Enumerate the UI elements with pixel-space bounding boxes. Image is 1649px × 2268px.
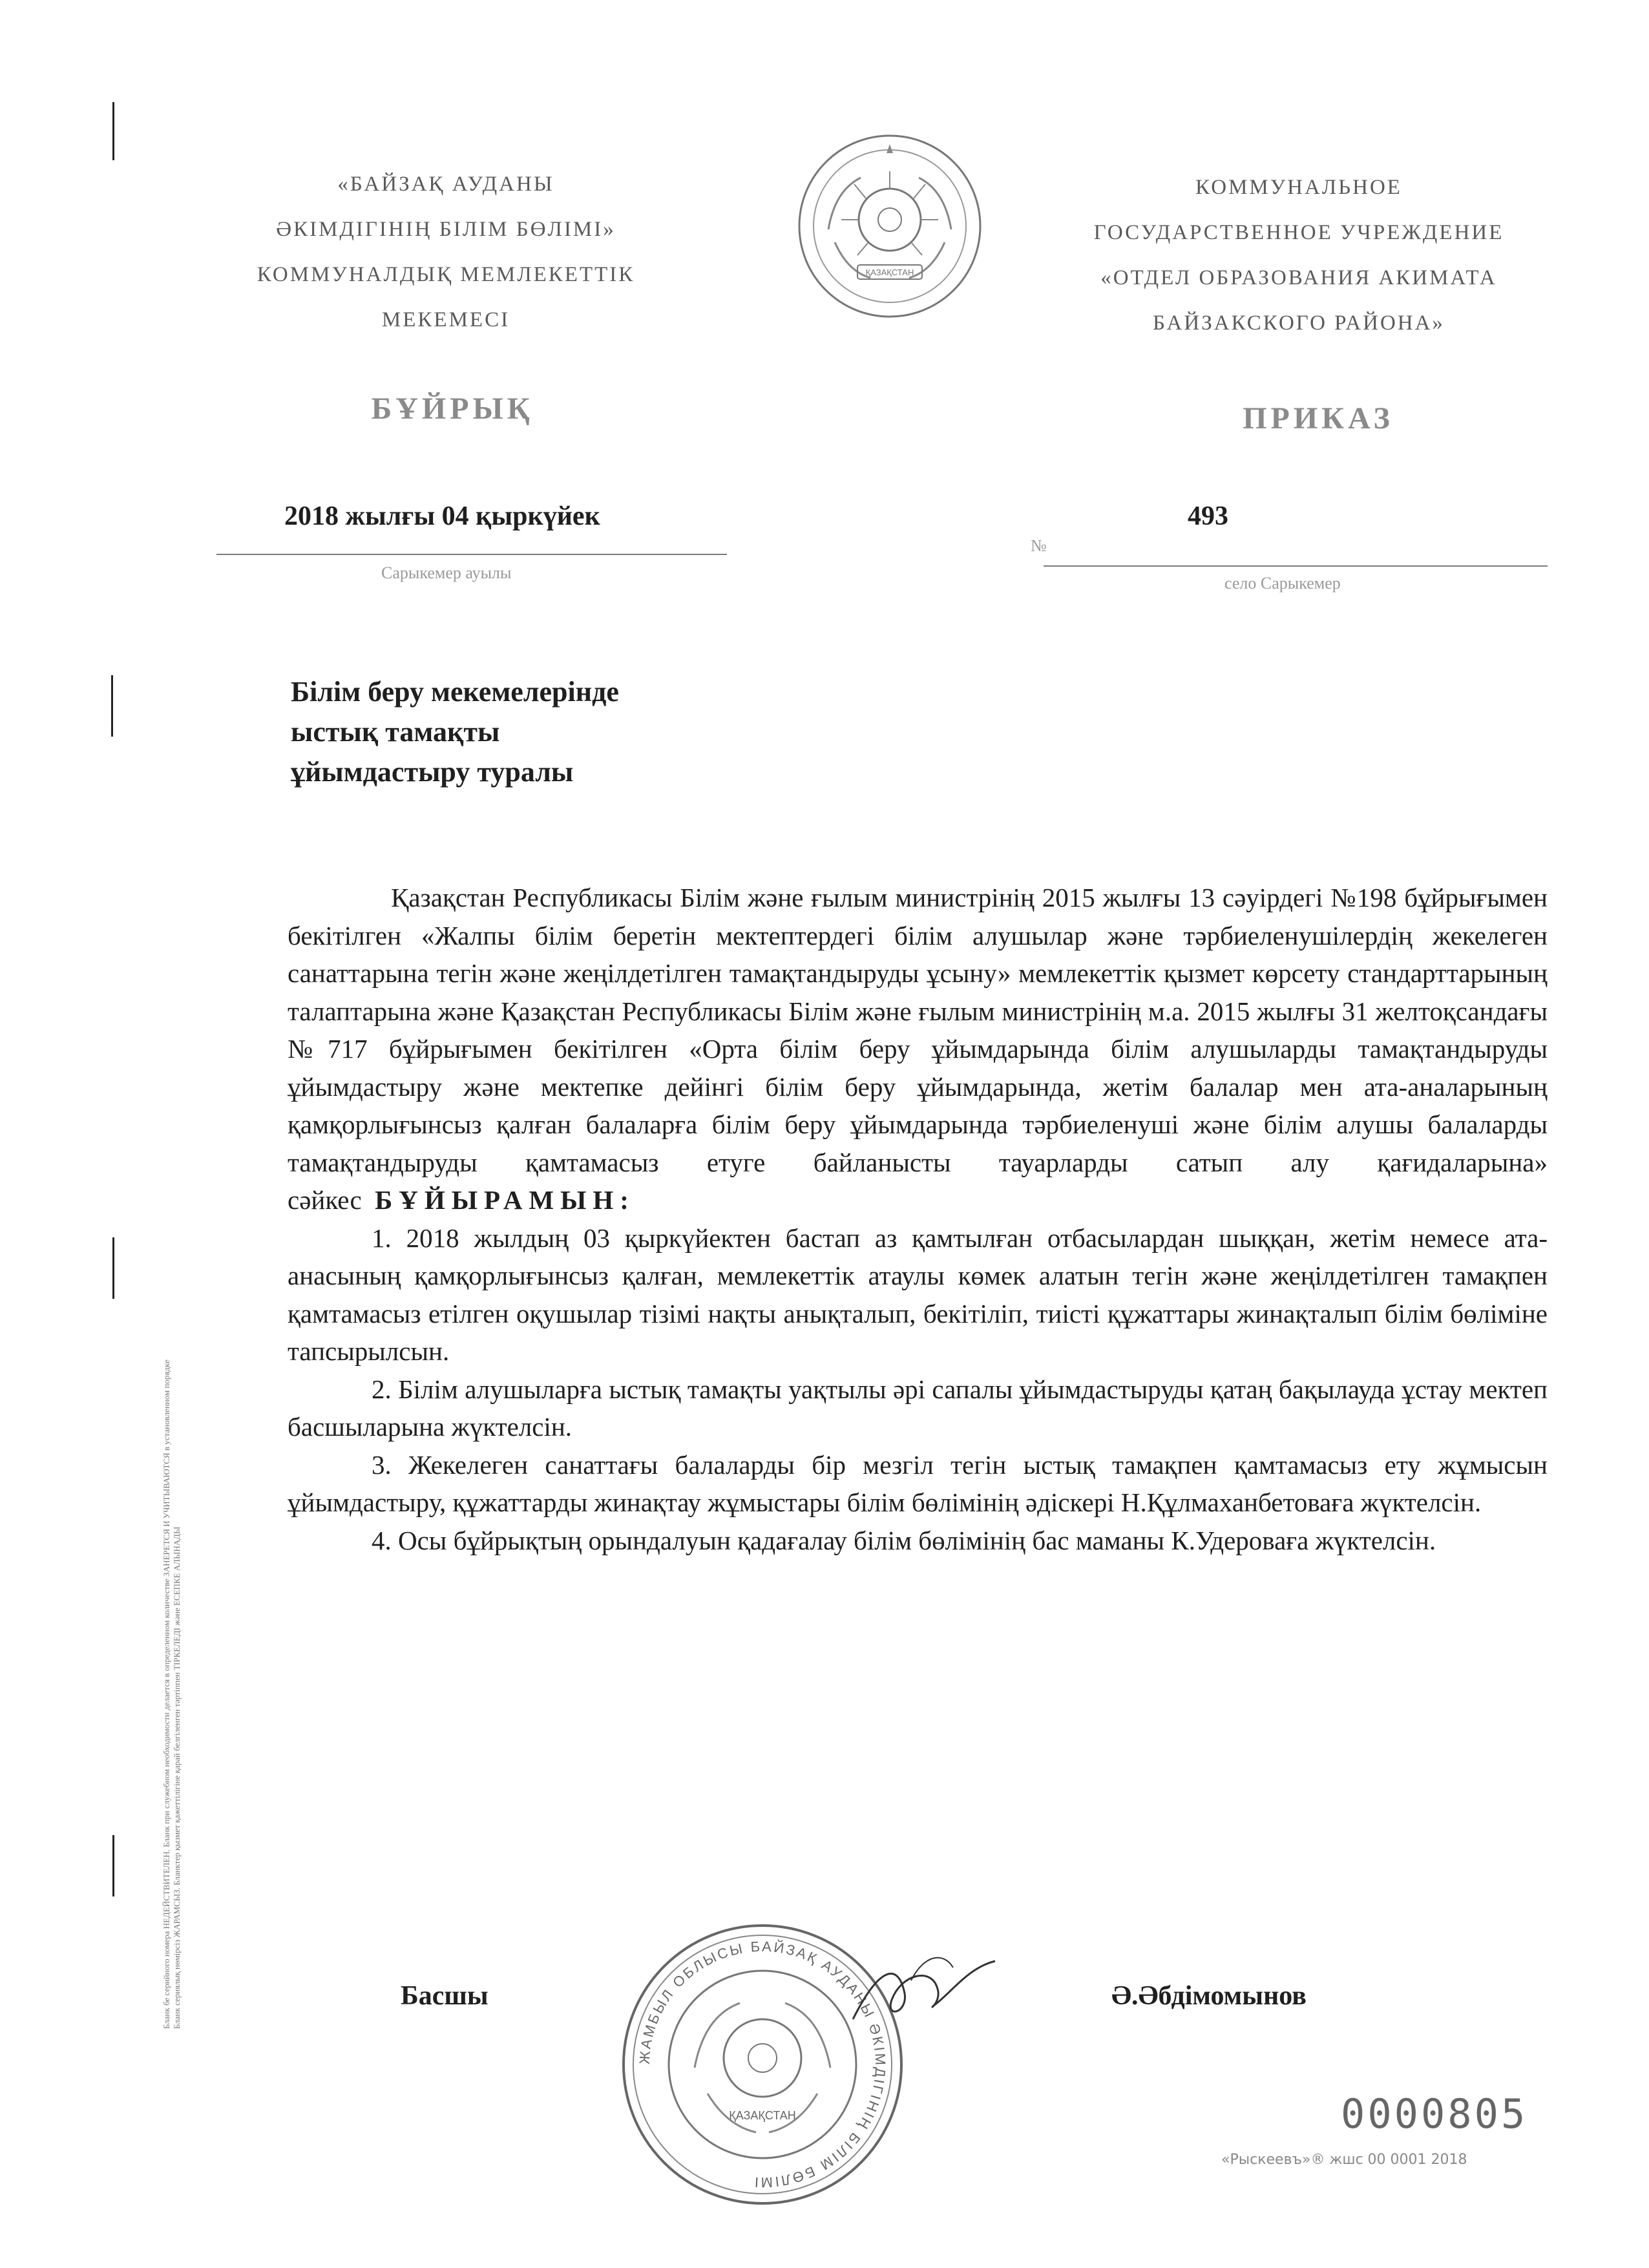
header-right [1034,165,1564,346]
number-underline [1044,565,1548,567]
margin-mark [112,1237,114,1299]
header-right-line: КОММУНАЛЬНОЕ [1195,176,1402,199]
signer-title: Басшы [401,1981,488,2011]
header-left-line: «БАЙЗАҚ АУДАНЫ [337,173,554,196]
header-left-line: ӘКІМДІГІНІҢ БІЛІМ БӨЛІМІ» [276,218,616,241]
margin-text-line: Бланк сериялық нөмірсіз ЖАРАМСЫЗ. Бланктер қызмет қажеттілігіне қарай белгіленген тәртіппен ТІРКЕЛЕДІ және ЕСЕПКЕ АЛЫНАДЫ [172,1526,182,2029]
header-right-line: БАЙЗАКСКОГО РАЙОНА» [1153,311,1445,335]
margin-text-line: Бланк бе серийного номера НЕДЕЙСТВИТЕЛЕН. Бланк при служебном необходимости делается в определенном количестве ЗАНЕРЕТСЯ И УЧИТЫВАЮТСЯ в установленном порядке [162,1360,171,2029]
preamble-paragraph [288,879,1548,1219]
order-date: 2018 жылғы 04 қыркүйек [284,501,600,531]
signature-icon [840,1942,1008,2039]
place-kz: Сарыкемер ауылы [381,563,512,582]
order-word-kz: БҰЙРЫҚ [371,392,534,426]
subject-line: ұйымдастыру туралы [291,756,574,788]
order-item: 4. Осы бұйрықтың орындалуын қадағалау білім бөлімінің бас маманы К.Удероваға жүктелсін. [372,1525,1436,1555]
header-left [194,162,698,342]
subject-line: ыстық тамақты [291,716,500,748]
order-keyword: БҰЙЫРАМЫН: [375,1185,635,1215]
order-number: 493 [1188,501,1228,531]
place-ru: село Сарыкемер [1224,574,1341,593]
order-item: 2. Білім алушыларға ыстық тамақты уақтылы әрі сапалы ұйымдастыруды қатаң бақылауда ұстау мектеп басшыларына жүктелсін. [288,1374,1548,1442]
header-right-line: «ОТДЕЛ ОБРАЗОВАНИЯ АКИМАТА [1100,266,1497,289]
header-right-line: ГОСУДАРСТВЕННОЕ УЧРЕЖДЕНИЕ [1093,221,1504,244]
seal-ring-text-path: ЖАМБЫЛ ОБЛЫСЫ БАЙЗАҚ АУДАНЫ ӘКІМДІГІНІҢ БІЛІМ БӨЛІМІ [636,1938,889,2191]
signer-name: Ә.Әбдімомынов [1111,1981,1307,2011]
state-emblem-icon [796,132,983,320]
order-body [288,879,1548,1559]
header-left-line: МЕКЕМЕСІ [381,308,510,331]
order-subject [291,672,619,792]
serial-number: 0000805 [1341,2090,1528,2137]
margin-mark [112,102,114,160]
order-item: 1. 2018 жылдың 03 қыркүйектен бастап аз қамтылған отбасылардан шыққан, жетім немесе ата-анасының қамқорлығынсыз қалған, мемлекеттік атаулы көмек алатын тегін және жеңілдетілген тамақпен қамтамасыз етілген оқушылар тізімі нақты анықталып, бекітіліп, тиісті құжаттары жинақталып білім бөліміне тапсырылсын. [288,1223,1548,1366]
margin-mark [112,1835,114,1896]
header-left-line: КОММУНАЛДЫҚ МЕМЛЕКЕТТІК [257,263,635,286]
order-item: 3. Жекелеген санаттағы балаларды бір мезгіл тегін ыстық тамақпен қамтамасыз ету жұмысын ұйымдастыру, құжаттарды жинақтау жұмыстары білім бөлімінің әдіскері Н.Құлмаханбетоваға жүктелсін. [288,1449,1548,1517]
number-sign: № [1031,536,1047,555]
preamble-text: Қазақстан Республикасы Білім және ғылым министрінің 2015 жылғы 13 сәуірдегі №198 бұйрығымен бекітілген «Жалпы білім беретін мектептердегі білім алушылар және тәрбиеленушілердің жекелеген санаттарына тегін және жеңілдетілген тамақтандыруды ұсыну» мемлекеттік қызмет көрсету стандарттарының талаптарына және Қазақстан Республикасы Білім және ғылым министрінің м.а. 2015 жылғы 31 желтоқсандағы №717 бұйрығымен бекітілген «Орта білім беру ұйымдарында білім алушыларды тамақтандыруды ұйымдастыру және мектепке дейінгі білім беру ұйымдарында, жетім балалар мен ата-аналарының қамқорлығынсыз қалған балаларға білім беру ұйымдарында тәрбиеленуші және білім алушы балаларды тамақтандыруды қамтамасыз етуге байланысты тауарларды сатып алу қағидаларына» сәйкес [288,883,1548,1215]
seal-center-text: ҚАЗАҚСТАН [729,2109,796,2122]
order-word-ru: ПРИКАЗ [1243,401,1394,436]
emblem-text: ҚАЗАҚСТАН [865,268,914,277]
margin-mark [111,675,113,737]
date-underline [216,554,727,555]
margin-text [162,704,184,2029]
printer-footer: «Рыскеевъ»® жшс 00 0001 2018 [1221,2152,1467,2168]
subject-line: Білім беру мекемелерінде [291,676,619,708]
